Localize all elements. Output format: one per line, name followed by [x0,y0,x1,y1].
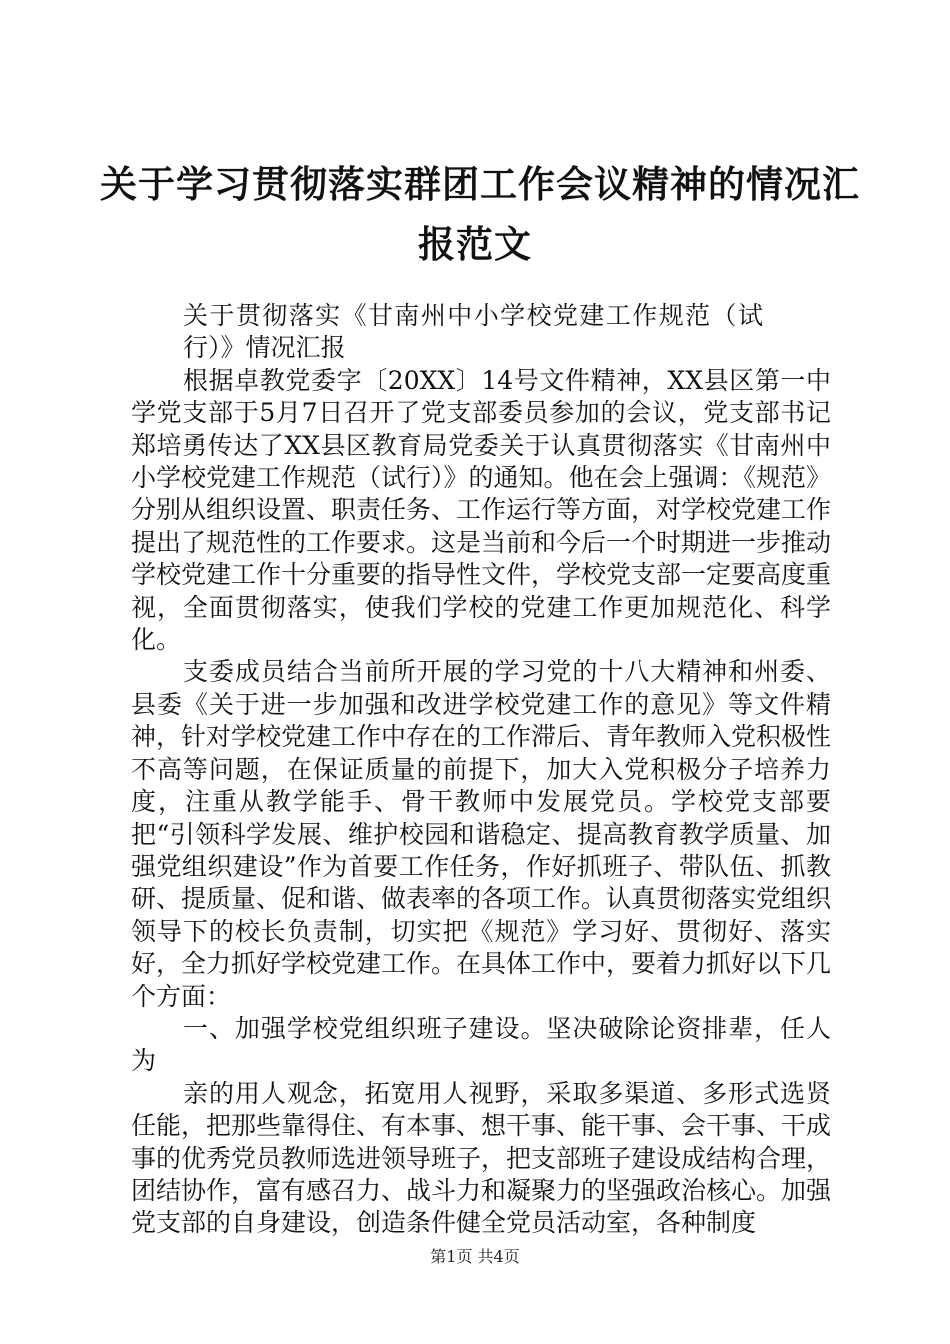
paragraph-3: 一、加强学校党组织班子建设。坚决破除论资排辈，任人为 [131,1013,831,1076]
paragraph-4: 亲的用人观念，拓宽用人视野，采取多渠道、多形式选贤任能，把那些靠得住、有本事、想干事、能干事、会干事、干成事的优秀党员教师选进领导班子，把支部班子建设成结构合理，团结协作，富有感召力、战斗力和凝聚力的坚强政治核心。加强党支部的自身建设，创造条件健全党员活动室，各种制度 [131,1078,832,1238]
document-title-line-2: 报范文 [418,222,532,266]
page-footer: 第1页 共4页 [430,1247,520,1266]
paragraph-1: 根据卓教党委字〔20XX〕14号文件精神，XX县区第一中学党支部于5月7日召开了党支部委员参加的会议，党支部书记郑培勇传达了XX县区教育局党委关于认真贯彻落实《甘南州中小学校党建工作规范（试行）》的通知。他在会上强调：《规范》分别从组织设置、职责任务、工作运行等方面，对学校党建工作提出了规范性的工作要求。这是当前和今后一个时期进一步推动学校党建工作十分重要的指导性文件，学校党支部一定要高度重视，全面贯彻落实，使我们学校的党建工作更加规范化、科学化。 [131,365,832,655]
paragraph-2: 支委成员结合当前所开展的学习党的十八大精神和州委、县委《关于进一步加强和改进学校党建工作的意见》等文件精神，针对学校党建工作中存在的工作滞后、青年教师入党积极性不高等问题，在保证质量的前提下，加大入党积极分子培养力度，注重从教学能手、骨干教师中发展党员。学校党支部要把“引领科学发展、维护校园和谐稳定、提高教育教学质量、加强党组织建设”作为首要工作任务，作好抓班子、带队伍、抓教研、提质量、促和谐、做表率的各项工作。认真贯彻落实党组织领导下的校长负责制，切实把《规范》学习好、贯彻好、落实好，全力抓好学校党建工作。在具体工作中，要着力抓好以下几个方面： [131,657,832,1011]
document-title-line-1: 关于学习贯彻落实群团工作会议精神的情况汇 [100,162,860,206]
document-body [131,300,831,1240]
paragraph-subtitle: 关于贯彻落实《甘南州中小学校党建工作规范（试行）》情况汇报 [183,301,763,363]
